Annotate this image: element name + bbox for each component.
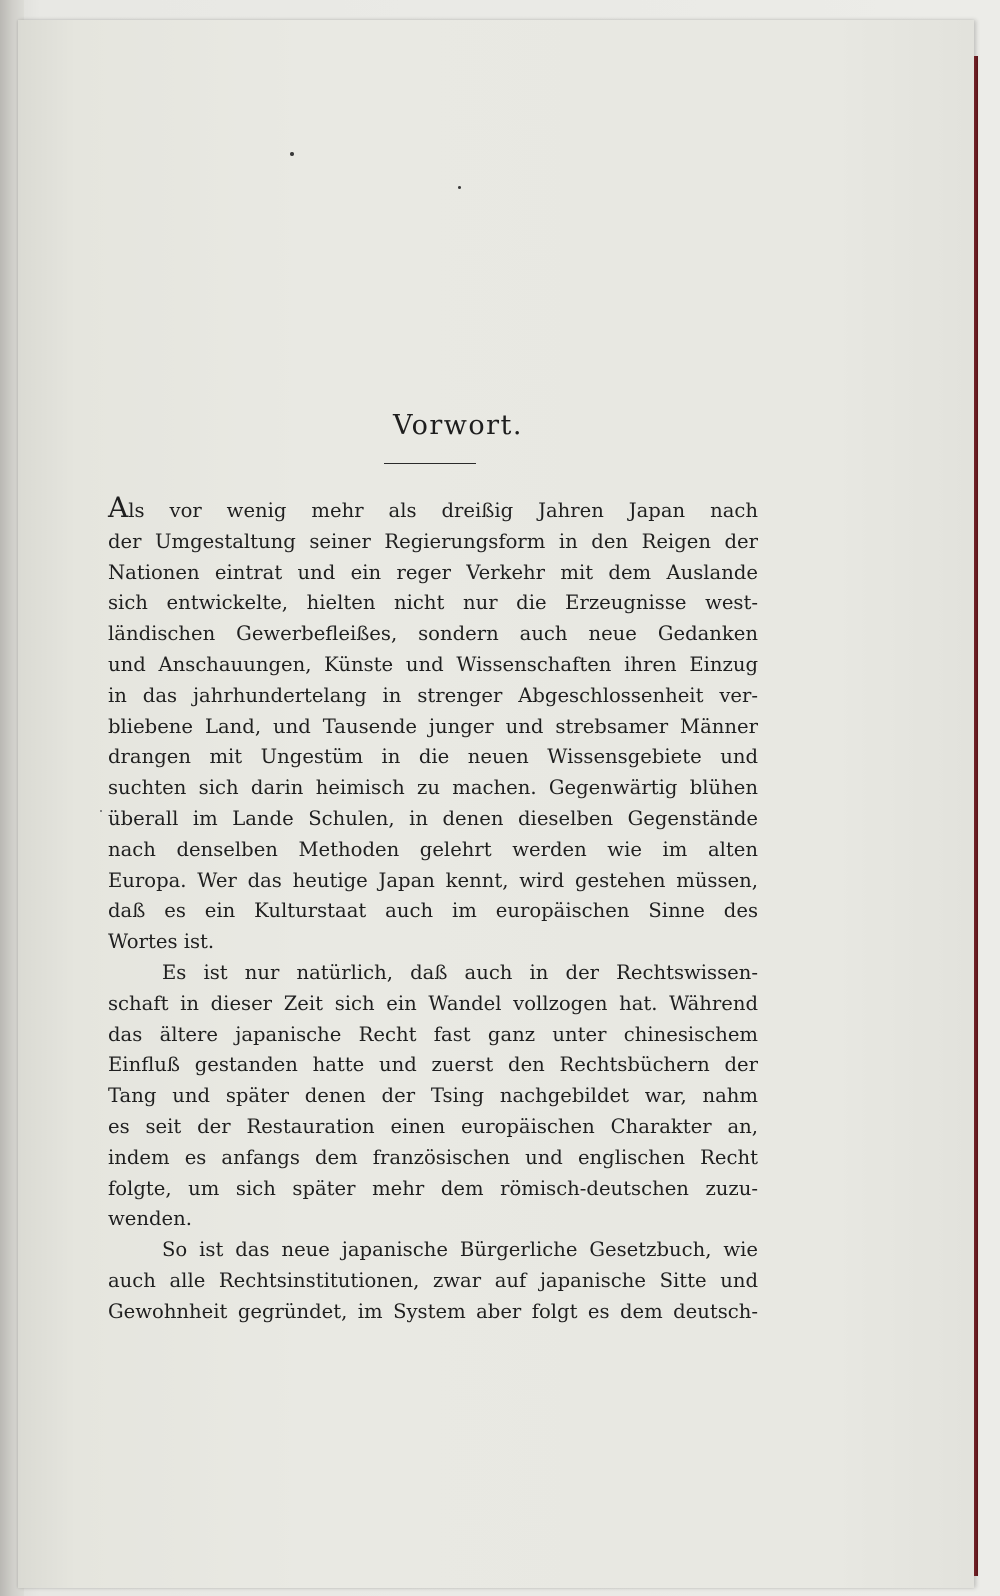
text-line: Als vor wenig mehr als dreißig Jahren Japan nach	[108, 491, 758, 524]
text-line: So ist das neue japanische Bürgerliche Gesetzbuch, wie	[162, 1238, 758, 1262]
text-line: drangen mit Ungestüm in die neuen Wissensgebiete und	[108, 745, 758, 769]
text-line: Europa. Wer das heutige Japan kennt, wird gestehen müssen,	[108, 868, 758, 892]
text-line: ländischen Gewerbefleißes, sondern auch neue Gedanken	[108, 622, 758, 646]
text-line: daß es ein Kulturstaat auch im europäischen Sinne des	[108, 899, 758, 923]
text-line: schaft in dieser Zeit sich ein Wandel vollzogen hat. Während	[108, 991, 758, 1015]
text-line: das ältere japanische Recht fast ganz unter chinesischem	[108, 1022, 758, 1046]
paper-speck	[100, 810, 102, 812]
text-line: sich entwickelte, hielten nicht nur die Erzeugnisse west-	[108, 591, 758, 615]
text-line: bliebene Land, und Tausende junger und strebsamer Männer	[108, 714, 758, 738]
text-line: Wortes ist.	[108, 930, 215, 954]
paper-speck	[290, 152, 294, 156]
text-line: nach denselben Methoden gelehrt werden wie im alten	[108, 837, 758, 861]
page-title: Vorwort.	[393, 410, 523, 441]
book-page	[18, 20, 974, 1588]
text-line: wenden.	[108, 1207, 192, 1231]
title-rule	[384, 463, 476, 464]
text-line: und Anschauungen, Künste und Wissenschaften ihren Einzug	[108, 652, 758, 676]
text-line: folgte, um sich später mehr dem römisch-deutschen zuzu-	[108, 1176, 758, 1200]
text-line: überall im Lande Schulen, in denen dieselben Gegenstände	[108, 806, 758, 830]
text-line: Gewohnheit gegründet, im System aber folgt es dem deutsch-	[108, 1299, 758, 1323]
text-line: suchten sich darin heimisch zu machen. Gegenwärtig blühen	[108, 776, 758, 800]
text-line: Einfluß gestanden hatte und zuerst den Rechtsbüchern der	[108, 1053, 758, 1077]
text-line: indem es anfangs dem französischen und englischen Recht	[108, 1145, 758, 1169]
text-line: Tang und später denen der Tsing nachgebildet war, nahm	[108, 1084, 758, 1108]
text-line: auch alle Rechtsinstitutionen, zwar auf japanische Sitte und	[108, 1268, 758, 1292]
body-text	[108, 491, 758, 1328]
paper-speck	[458, 186, 461, 189]
text-line: es seit der Restauration einen europäischen Charakter an,	[108, 1114, 758, 1138]
text-line: Nationen eintrat und ein reger Verkehr mit dem Auslande	[108, 560, 758, 584]
text-line: Es ist nur natürlich, daß auch in der Rechtswissen-	[162, 960, 758, 984]
text-line: in das jahrhundertelang in strenger Abgeschlossenheit ver-	[108, 683, 758, 707]
text-line: der Umgestaltung seiner Regierungsform in den Reigen der	[108, 529, 758, 553]
initial-letter: A	[108, 491, 129, 524]
